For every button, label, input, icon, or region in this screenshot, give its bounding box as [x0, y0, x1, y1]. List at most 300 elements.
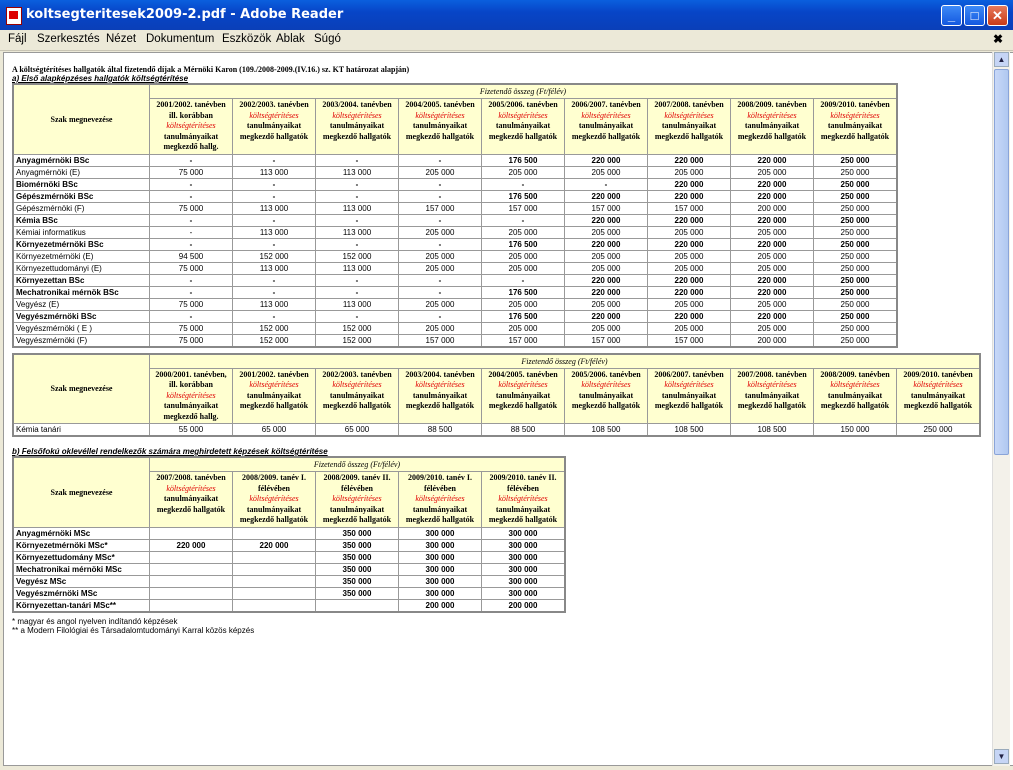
- fee-value: 220 000: [150, 539, 233, 551]
- fee-value: 75 000: [150, 334, 233, 347]
- column-qualifier: félévében: [424, 483, 456, 493]
- fee-value: -: [316, 238, 399, 250]
- fee-value: 176 500: [482, 310, 565, 322]
- fee-value: 350 000: [316, 563, 399, 575]
- teacher-fee-table: [12, 353, 981, 438]
- fee-value: 250 000: [814, 202, 898, 214]
- fee-value: 205 000: [565, 250, 648, 262]
- fee-value: -: [316, 154, 399, 166]
- fee-value: 300 000: [399, 527, 482, 539]
- column-header: [233, 472, 316, 528]
- fee-value: 300 000: [399, 551, 482, 563]
- fee-value: 300 000: [399, 563, 482, 575]
- fee-value: -: [233, 274, 316, 286]
- fee-value: [150, 527, 233, 539]
- fee-value: 250 000: [814, 190, 898, 202]
- column-desc: tanulmányaikat megkezdő hallgatók: [322, 121, 392, 141]
- pdf-page: [12, 65, 981, 635]
- fee-value: 108 500: [648, 424, 731, 437]
- column-desc: tanulmányaikat megkezdő hallgatók: [488, 504, 558, 524]
- document-close-icon[interactable]: ✖: [992, 32, 1003, 46]
- program-name: Környezetmérnöki (E): [13, 250, 150, 262]
- fee-value: 205 000: [565, 226, 648, 238]
- fee-value: 205 000: [482, 322, 565, 334]
- fee-value: 113 000: [316, 262, 399, 274]
- column-year: 2005/2006. tanévben: [488, 100, 558, 109]
- column-header: [150, 99, 233, 155]
- fee-value: 220 000: [565, 286, 648, 298]
- bsc-fee-table: [12, 83, 898, 348]
- fee-value: 205 000: [648, 262, 731, 274]
- fee-value: 220 000: [648, 286, 731, 298]
- column-year: 2008/2009. tanév II.: [323, 473, 391, 482]
- fee-value: [233, 575, 316, 587]
- column-header: [897, 368, 981, 424]
- column-desc: tanulmányaikat megkezdő hallgatók: [488, 121, 558, 141]
- szak-header: Szak megnevezése: [13, 84, 150, 154]
- fee-value: -: [233, 238, 316, 250]
- fee-value: -: [150, 238, 233, 250]
- amount-group-header: Fizetendő összeg (Ft/félév): [150, 84, 898, 99]
- program-name: Vegyészmérnöki MSc: [13, 587, 150, 599]
- fee-value: 157 000: [399, 334, 482, 347]
- column-desc: tanulmányaikat megkezdő hallgatók: [239, 121, 309, 141]
- fee-value: -: [316, 286, 399, 298]
- column-type: költségtérítéses: [747, 110, 797, 120]
- program-name: Gépészmérnöki (F): [13, 202, 150, 214]
- column-type: költségtérítéses: [415, 380, 465, 389]
- fee-value: 152 000: [316, 250, 399, 262]
- fee-value: -: [233, 190, 316, 202]
- column-qualifier: ill. korábban: [168, 380, 213, 389]
- column-type: költségtérítéses: [415, 494, 465, 503]
- column-year: 2005/2006. tanévben: [571, 369, 641, 379]
- column-header: [316, 368, 399, 424]
- program-name: Mechatronikai mérnök BSc: [13, 286, 150, 298]
- fee-value: 157 000: [648, 202, 731, 214]
- program-name: Vegyészmérnöki ( E ): [13, 322, 150, 334]
- fee-value: 88 500: [399, 424, 482, 437]
- fee-value: [150, 563, 233, 575]
- fee-value: 205 000: [648, 322, 731, 334]
- fee-value: -: [150, 190, 233, 202]
- fee-value: 205 000: [565, 322, 648, 334]
- fee-value: 300 000: [482, 527, 566, 539]
- fee-value: [150, 551, 233, 563]
- program-name: Környezettan-tanári MSc**: [13, 599, 150, 612]
- column-type: költségtérítéses: [913, 380, 963, 389]
- column-header: [565, 368, 648, 424]
- column-type: költségtérítéses: [332, 110, 382, 120]
- table-row: [13, 424, 980, 437]
- column-year: 2001/2002. tanévben: [156, 100, 226, 109]
- column-desc: tanulmányaikat megkezdő hallgatók: [820, 390, 890, 410]
- table-row: [13, 599, 565, 612]
- fee-value: 220 000: [648, 190, 731, 202]
- fee-value: 220 000: [565, 310, 648, 322]
- fee-value: 205 000: [648, 250, 731, 262]
- fee-value: -: [399, 190, 482, 202]
- column-header: [565, 99, 648, 155]
- table-row: [13, 202, 897, 214]
- szak-header: Szak megnevezése: [13, 354, 150, 424]
- column-desc: tanulmányaikat megkezdő hallgatók: [654, 390, 724, 410]
- column-type: költségtérítéses: [249, 380, 299, 389]
- column-type: költségtérítéses: [498, 110, 548, 120]
- program-name: Gépészmérnöki BSc: [13, 190, 150, 202]
- table-row: [13, 551, 565, 563]
- column-type: költségtérítéses: [830, 380, 880, 389]
- column-type: költségtérítéses: [664, 110, 714, 120]
- program-name: Környezetmérnöki BSc: [13, 238, 150, 250]
- menu-view[interactable]: Nézet: [106, 33, 137, 45]
- column-desc: tanulmányaikat megkezdő hallgatók: [820, 121, 890, 141]
- column-desc: tanulmányaikat megkezdő hallg.: [163, 401, 219, 421]
- fee-value: 300 000: [399, 587, 482, 599]
- footnote: ** a Modern Filológiai és Társadalomtudományi Karral közös képzés: [12, 625, 255, 635]
- table-row: [13, 190, 897, 202]
- column-desc: tanulmányaikat megkezdő hallgatók: [654, 121, 724, 141]
- fee-value: -: [150, 286, 233, 298]
- column-type: költségtérítéses: [332, 494, 382, 503]
- fee-value: [233, 599, 316, 612]
- fee-value: 300 000: [482, 575, 566, 587]
- table-row: [13, 310, 897, 322]
- fee-value: 157 000: [565, 202, 648, 214]
- fee-value: -: [150, 178, 233, 190]
- program-name: Anyagmérnöki MSc: [13, 527, 150, 539]
- fee-value: -: [399, 274, 482, 286]
- column-year: 2003/2004. tanévben: [405, 369, 475, 379]
- column-header: [648, 368, 731, 424]
- column-header: [814, 368, 897, 424]
- column-type: költségtérítéses: [581, 110, 631, 120]
- program-name: Kémiai informatikus: [13, 226, 150, 238]
- table-row: [13, 178, 897, 190]
- column-desc: tanulmányaikat megkezdő hallgatók: [571, 121, 641, 141]
- column-type: költségtérítéses: [249, 494, 299, 503]
- column-qualifier: félévében: [341, 483, 373, 493]
- document-heading: A költségtérítéses hallgatók által fizetendő díjak a Mérnöki Karon (109./2008-2009.(IV.16.) sz. KT határozat alapján): [12, 65, 410, 74]
- szak-header: Szak megnevezése: [13, 457, 150, 527]
- fee-value: 205 000: [648, 298, 731, 310]
- fee-value: -: [399, 310, 482, 322]
- program-name: Kémia BSc: [13, 214, 150, 226]
- fee-value: 150 000: [814, 424, 897, 437]
- fee-value: 220 000: [731, 154, 814, 166]
- fee-value: 157 000: [482, 202, 565, 214]
- fee-value: 157 000: [399, 202, 482, 214]
- fee-value: 205 000: [482, 262, 565, 274]
- table-row: [13, 286, 897, 298]
- fee-value: 113 000: [233, 166, 316, 178]
- fee-value: 220 000: [731, 178, 814, 190]
- column-desc: tanulmányaikat megkezdő hallgatók: [405, 390, 475, 410]
- fee-value: -: [150, 214, 233, 226]
- column-year: 2008/2009. tanév I.: [242, 473, 306, 482]
- fee-value: 75 000: [150, 202, 233, 214]
- fee-value: -: [565, 178, 648, 190]
- column-desc: tanulmányaikat megkezdő hallgatók: [737, 390, 807, 410]
- fee-value: [150, 575, 233, 587]
- column-year: 2004/2005. tanévben: [488, 369, 558, 379]
- fee-value: 113 000: [316, 298, 399, 310]
- fee-value: -: [233, 154, 316, 166]
- fee-value: 113 000: [233, 202, 316, 214]
- fee-value: 250 000: [814, 250, 898, 262]
- maximize-button[interactable]: □: [964, 5, 985, 26]
- fee-value: 200 000: [399, 599, 482, 612]
- program-name: Környezettudomány MSc*: [13, 551, 150, 563]
- fee-value: 300 000: [399, 575, 482, 587]
- fee-value: 157 000: [648, 334, 731, 347]
- fee-value: 157 000: [565, 334, 648, 347]
- fee-value: 205 000: [565, 262, 648, 274]
- fee-value: 220 000: [648, 238, 731, 250]
- column-header: [399, 99, 482, 155]
- column-year: 2009/2010. tanév II.: [489, 473, 557, 482]
- fee-value: 113 000: [316, 166, 399, 178]
- minimize-button[interactable]: _: [941, 5, 962, 26]
- fee-value: 220 000: [565, 214, 648, 226]
- column-desc: tanulmányaikat megkezdő hallgatók: [737, 121, 807, 141]
- column-header: [150, 368, 233, 424]
- fee-value: 152 000: [233, 322, 316, 334]
- column-type: költségtérítéses: [166, 390, 216, 400]
- column-desc: tanulmányaikat megkezdő hallgatók: [239, 504, 309, 524]
- column-desc: tanulmányaikat megkezdő hallgatók: [405, 504, 475, 524]
- column-year: 2001/2002. tanévben: [239, 369, 309, 379]
- program-name: Anyagmérnöki (E): [13, 166, 150, 178]
- column-year: 2007/2008. tanévben: [156, 473, 226, 482]
- fee-value: [150, 599, 233, 612]
- column-desc: tanulmányaikat megkezdő hallgatók: [322, 504, 392, 524]
- fee-value: 300 000: [482, 551, 566, 563]
- column-desc: tanulmányaikat megkezdő hallgatók: [239, 390, 309, 410]
- fee-value: 250 000: [814, 286, 898, 298]
- fee-value: 65 000: [233, 424, 316, 437]
- document-view[interactable]: [3, 52, 1013, 766]
- fee-value: -: [150, 154, 233, 166]
- program-name: Környezetmérnöki MSc*: [13, 539, 150, 551]
- fee-value: 350 000: [316, 527, 399, 539]
- fee-value: 250 000: [814, 226, 898, 238]
- menu-tools[interactable]: Eszközök: [222, 33, 272, 45]
- fee-value: 220 000: [731, 274, 814, 286]
- column-year: 2004/2005. tanévben: [405, 100, 475, 109]
- column-desc: tanulmányaikat megkezdő hallgatók: [322, 390, 392, 410]
- column-year: 2002/2003. tanévben: [322, 369, 392, 379]
- fee-value: 205 000: [731, 322, 814, 334]
- column-type: költségtérítéses: [415, 110, 465, 120]
- fee-value: 205 000: [565, 166, 648, 178]
- column-qualifier: félévében: [258, 483, 290, 493]
- fee-value: -: [150, 226, 233, 238]
- scroll-thumb[interactable]: [994, 69, 1009, 455]
- fee-value: 250 000: [814, 238, 898, 250]
- section-b-title: b) Felsőfokú oklevéllel rendelkezők számára meghirdetett képzések költségtérítése: [12, 447, 328, 456]
- column-year: 2007/2008. tanévben: [654, 100, 724, 109]
- fee-value: 250 000: [814, 310, 898, 322]
- program-name: Kémia tanári: [13, 424, 150, 437]
- program-name: Vegyész MSc: [13, 575, 150, 587]
- fee-value: 300 000: [399, 539, 482, 551]
- fee-value: 250 000: [814, 178, 898, 190]
- footnote: * magyar és angol nyelven indítandó képzések: [12, 616, 178, 626]
- fee-value: 250 000: [814, 322, 898, 334]
- fee-value: 108 500: [731, 424, 814, 437]
- column-desc: tanulmányaikat megkezdő hallgatók: [903, 390, 973, 410]
- fee-value: -: [316, 274, 399, 286]
- column-header: [399, 368, 482, 424]
- menu-help[interactable]: Súgó: [314, 33, 341, 45]
- column-type: költségtérítéses: [581, 380, 631, 389]
- fee-value: 205 000: [482, 298, 565, 310]
- fee-value: 220 000: [731, 190, 814, 202]
- fee-value: 220 000: [648, 274, 731, 286]
- fee-value: 108 500: [565, 424, 648, 437]
- program-name: Vegyészmérnöki (F): [13, 334, 150, 347]
- column-year: 2006/2007. tanévben: [571, 100, 641, 109]
- scroll-down-icon[interactable]: ▼: [994, 749, 1009, 764]
- fee-value: 205 000: [565, 298, 648, 310]
- fee-value: 220 000: [565, 238, 648, 250]
- fee-value: 176 500: [482, 286, 565, 298]
- column-header: [316, 99, 399, 155]
- column-type: költségtérítéses: [166, 483, 216, 493]
- table-row: [13, 262, 897, 274]
- fee-value: 205 000: [482, 226, 565, 238]
- fee-value: -: [316, 310, 399, 322]
- program-name: Biomérnöki BSc: [13, 178, 150, 190]
- fee-value: 250 000: [814, 298, 898, 310]
- menu-bar: [0, 30, 1013, 51]
- fee-value: -: [233, 310, 316, 322]
- menu-document[interactable]: Dokumentum: [146, 33, 215, 45]
- fee-value: 157 000: [482, 334, 565, 347]
- table-row: [13, 587, 565, 599]
- fee-value: -: [482, 214, 565, 226]
- column-qualifier: félévében: [507, 483, 539, 493]
- fee-value: 205 000: [648, 226, 731, 238]
- column-year: 2000/2001. tanévben,: [155, 369, 227, 379]
- fee-value: 152 000: [233, 334, 316, 347]
- fee-value: 250 000: [814, 154, 898, 166]
- program-name: Környezettudományi (E): [13, 262, 150, 274]
- column-type: költségtérítéses: [664, 380, 714, 389]
- column-header: [233, 99, 316, 155]
- fee-value: 113 000: [316, 226, 399, 238]
- fee-value: -: [399, 238, 482, 250]
- menu-window[interactable]: Ablak: [276, 33, 305, 45]
- section-a-title: a) Első alapképzéses hallgatók költségtérítése: [12, 74, 189, 83]
- fee-value: -: [316, 178, 399, 190]
- fee-value: 300 000: [482, 587, 566, 599]
- menu-file[interactable]: Fájl: [8, 33, 27, 45]
- fee-value: 205 000: [731, 262, 814, 274]
- fee-value: 205 000: [399, 250, 482, 262]
- fee-value: -: [399, 154, 482, 166]
- fee-value: 220 000: [648, 154, 731, 166]
- fee-value: -: [316, 190, 399, 202]
- fee-value: 113 000: [316, 202, 399, 214]
- fee-value: 250 000: [814, 214, 898, 226]
- column-type: költségtérítéses: [498, 380, 548, 389]
- program-name: Környezettan BSc: [13, 274, 150, 286]
- fee-value: 250 000: [897, 424, 981, 437]
- fee-value: 220 000: [648, 178, 731, 190]
- table-row: [13, 539, 565, 551]
- fee-value: 200 000: [731, 334, 814, 347]
- scroll-up-icon[interactable]: ▲: [994, 52, 1009, 67]
- table-row: [13, 166, 897, 178]
- pdf-file-icon: [6, 7, 22, 25]
- fee-value: 220 000: [731, 310, 814, 322]
- fee-value: 350 000: [316, 575, 399, 587]
- close-button[interactable]: ✕: [987, 5, 1008, 26]
- column-header: [316, 472, 399, 528]
- fee-value: 152 000: [233, 250, 316, 262]
- program-name: Vegyészmérnöki BSc: [13, 310, 150, 322]
- column-year: 2003/2004. tanévben: [322, 100, 392, 109]
- column-year: 2008/2009. tanévben: [820, 369, 890, 379]
- fee-value: 205 000: [731, 298, 814, 310]
- fee-value: 205 000: [731, 250, 814, 262]
- column-year: 2009/2010. tanév I.: [408, 473, 472, 482]
- column-type: költségtérítéses: [249, 110, 299, 120]
- fee-value: [233, 551, 316, 563]
- window-title: koltsegteritesek2009-2.pdf - Adobe Reader: [26, 7, 344, 22]
- column-desc: tanulmányaikat megkezdő hallgatók: [405, 121, 475, 141]
- program-name: Mechatronikai mérnöki MSc: [13, 563, 150, 575]
- column-header: [150, 472, 233, 528]
- menu-edit[interactable]: Szerkesztés: [37, 33, 100, 45]
- column-header: [814, 99, 898, 155]
- fee-value: 205 000: [399, 226, 482, 238]
- fee-value: 65 000: [316, 424, 399, 437]
- table-row: [13, 238, 897, 250]
- fee-value: 220 000: [731, 238, 814, 250]
- program-name: Vegyész (E): [13, 298, 150, 310]
- fee-value: 205 000: [482, 166, 565, 178]
- fee-value: 205 000: [648, 166, 731, 178]
- amount-group-header: Fizetendő összeg (Ft/félév): [150, 354, 981, 369]
- fee-value: [233, 527, 316, 539]
- fee-value: -: [150, 310, 233, 322]
- fee-value: 220 000: [648, 310, 731, 322]
- vertical-scrollbar[interactable]: [992, 52, 1010, 766]
- footnotes: [12, 617, 981, 635]
- fee-value: [233, 587, 316, 599]
- fee-value: 205 000: [399, 322, 482, 334]
- fee-value: 113 000: [233, 262, 316, 274]
- fee-value: 220 000: [565, 274, 648, 286]
- fee-value: [233, 563, 316, 575]
- fee-value: 250 000: [814, 262, 898, 274]
- fee-value: 300 000: [482, 539, 566, 551]
- fee-value: [316, 599, 399, 612]
- fee-value: 220 000: [233, 539, 316, 551]
- table-row: [13, 226, 897, 238]
- column-qualifier: ill. korábban: [168, 110, 213, 120]
- fee-value: 113 000: [233, 298, 316, 310]
- column-year: 2007/2008. tanévben: [737, 369, 807, 379]
- column-header: [482, 368, 565, 424]
- fee-value: 200 000: [482, 599, 566, 612]
- column-header: [731, 99, 814, 155]
- fee-value: 250 000: [814, 166, 898, 178]
- fee-value: 220 000: [731, 286, 814, 298]
